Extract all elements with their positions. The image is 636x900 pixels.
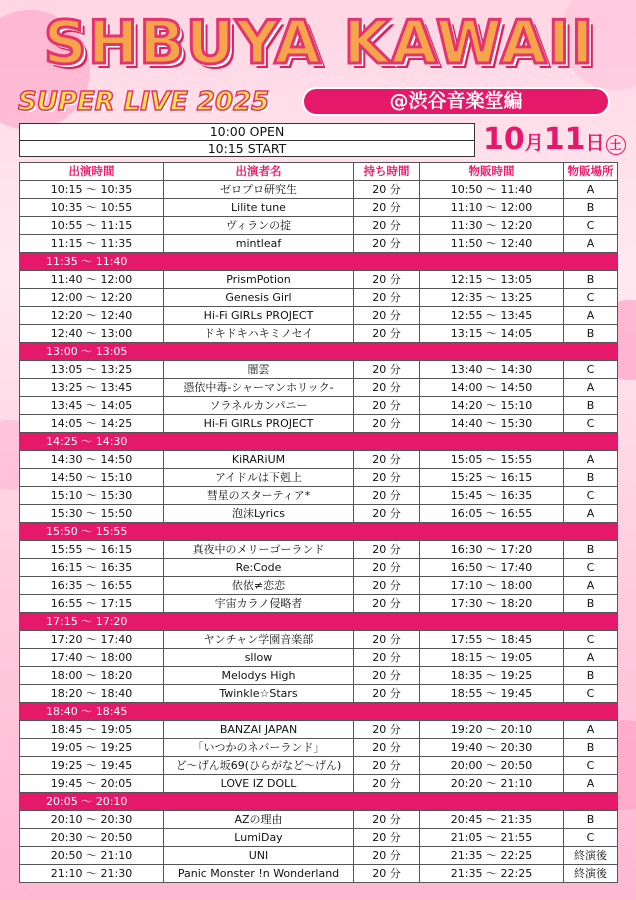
break-time: 14:25 ～ 14:30 <box>20 433 618 451</box>
table-row <box>20 415 618 433</box>
merch-time-cell: 11:10 ～ 12:00 <box>420 199 564 217</box>
performance-time-cell: 10:15 ～ 10:35 <box>20 181 164 199</box>
table-row <box>20 199 618 217</box>
table-row <box>20 595 618 613</box>
table-row <box>20 397 618 415</box>
merch-time-cell: 12:15 ～ 13:05 <box>420 271 564 289</box>
performer-name-cell: アイドルは下剋上 <box>164 469 354 487</box>
venue-badge: @渋谷音楽堂編 <box>302 87 610 116</box>
performer-name-cell: LOVE IZ DOLL <box>164 775 354 793</box>
merch-place-cell: A <box>564 775 618 793</box>
performance-time-cell: 20:10 ～ 20:30 <box>20 811 164 829</box>
merch-place-cell: B <box>564 595 618 613</box>
table-row <box>20 757 618 775</box>
performance-time-cell: 19:45 ～ 20:05 <box>20 775 164 793</box>
performance-time-cell: 20:50 ～ 21:10 <box>20 847 164 865</box>
performance-time-cell: 21:10 ～ 21:30 <box>20 865 164 883</box>
performance-time-cell: 19:05 ～ 19:25 <box>20 739 164 757</box>
merch-place-cell: B <box>564 271 618 289</box>
merch-time-cell: 10:50 ～ 11:40 <box>420 181 564 199</box>
merch-time-cell: 18:35 ～ 19:25 <box>420 667 564 685</box>
performance-time-cell: 20:30 ～ 20:50 <box>20 829 164 847</box>
performer-name-cell: 「いつかのネバーランド」 <box>164 739 354 757</box>
header-duration: 持ち時間 <box>354 163 420 181</box>
table-row <box>20 829 618 847</box>
performer-name-cell: Panic Monster !n Wonderland <box>164 865 354 883</box>
merch-time-cell: 20:20 ～ 21:10 <box>420 775 564 793</box>
performance-time-cell: 12:00 ～ 12:20 <box>20 289 164 307</box>
performance-time-cell: 18:00 ～ 18:20 <box>20 667 164 685</box>
merch-place-cell: A <box>564 451 618 469</box>
merch-time-cell: 14:20 ～ 15:10 <box>420 397 564 415</box>
merch-time-cell: 20:00 ～ 20:50 <box>420 757 564 775</box>
merch-place-cell: B <box>564 325 618 343</box>
merch-place-cell: A <box>564 307 618 325</box>
table-row <box>20 775 618 793</box>
performer-name-cell: ゼロプロ研究生 <box>164 181 354 199</box>
merch-time-cell: 21:35 ～ 22:25 <box>420 865 564 883</box>
performer-name-cell: ソラネルカンパニー <box>164 397 354 415</box>
merch-place-cell: A <box>564 181 618 199</box>
merch-place-cell: B <box>564 667 618 685</box>
table-row <box>20 721 618 739</box>
merch-place-cell: B <box>564 469 618 487</box>
merch-time-cell: 16:05 ～ 16:55 <box>420 505 564 523</box>
header <box>0 0 636 122</box>
merch-time-cell: 15:25 ～ 16:15 <box>420 469 564 487</box>
table-row <box>20 847 618 865</box>
table-row <box>20 271 618 289</box>
timetable-body <box>20 181 618 883</box>
performance-time-cell: 13:05 ～ 13:25 <box>20 361 164 379</box>
date-month: 10 <box>483 122 525 157</box>
date-day: 11 <box>543 122 586 157</box>
merch-time-cell: 14:40 ～ 15:30 <box>420 415 564 433</box>
table-row <box>20 487 618 505</box>
performance-time-cell: 18:20 ～ 18:40 <box>20 685 164 703</box>
merch-time-cell: 19:40 ～ 20:30 <box>420 739 564 757</box>
merch-time-cell: 21:35 ～ 22:25 <box>420 847 564 865</box>
merch-place-cell: C <box>564 559 618 577</box>
open-time: 10:00 OPEN <box>20 124 474 141</box>
merch-time-cell: 12:35 ～ 13:25 <box>420 289 564 307</box>
duration-cell: 20 分 <box>354 379 420 397</box>
merch-time-cell: 12:55 ～ 13:45 <box>420 307 564 325</box>
merch-time-cell: 13:15 ～ 14:05 <box>420 325 564 343</box>
merch-time-cell: 17:55 ～ 18:45 <box>420 631 564 649</box>
merch-place-cell: C <box>564 487 618 505</box>
table-row <box>20 541 618 559</box>
performer-name-cell: sllow <box>164 649 354 667</box>
merch-time-cell: 17:30 ～ 18:20 <box>420 595 564 613</box>
duration-cell: 20 分 <box>354 451 420 469</box>
break-row <box>20 613 618 631</box>
performer-name-cell: Re:Code <box>164 559 354 577</box>
start-time: 10:15 START <box>207 141 287 156</box>
performance-time-cell: 18:45 ～ 19:05 <box>20 721 164 739</box>
performance-time-cell: 12:20 ～ 12:40 <box>20 307 164 325</box>
duration-cell: 20 分 <box>354 631 420 649</box>
table-row <box>20 289 618 307</box>
performer-name-cell: LumiDay <box>164 829 354 847</box>
duration-cell: 20 分 <box>354 847 420 865</box>
merch-time-cell: 17:10 ～ 18:00 <box>420 577 564 595</box>
merch-time-cell: 11:50 ～ 12:40 <box>420 235 564 253</box>
duration-cell: 20 分 <box>354 361 420 379</box>
merch-place-cell: A <box>564 721 618 739</box>
performer-name-cell: UNI <box>164 847 354 865</box>
break-row <box>20 343 618 361</box>
merch-time-cell: 16:50 ～ 17:40 <box>420 559 564 577</box>
header-merch-time: 物販時間 <box>420 163 564 181</box>
table-row <box>20 559 618 577</box>
table-row <box>20 505 618 523</box>
table-row <box>20 577 618 595</box>
performer-name-cell: PrismPotion <box>164 271 354 289</box>
merch-place-cell: C <box>564 289 618 307</box>
duration-cell: 20 分 <box>354 505 420 523</box>
table-row <box>20 379 618 397</box>
table-row <box>20 631 618 649</box>
performer-name-cell: ヤンチャン学園音楽部 <box>164 631 354 649</box>
performer-name-cell: mintleaf <box>164 235 354 253</box>
performer-name-cell: ヴィランの掟 <box>164 217 354 235</box>
table-row <box>20 217 618 235</box>
table-row <box>20 181 618 199</box>
performer-name-cell: 真夜中のメリーゴーランド <box>164 541 354 559</box>
break-row <box>20 523 618 541</box>
break-time: 18:40 ～ 18:45 <box>20 703 618 721</box>
performance-time-cell: 16:55 ～ 17:15 <box>20 595 164 613</box>
performer-name-cell: BANZAI JAPAN <box>164 721 354 739</box>
merch-place-cell: A <box>564 649 618 667</box>
break-time: 13:00 ～ 13:05 <box>20 343 618 361</box>
duration-cell: 20 分 <box>354 667 420 685</box>
performance-time-cell: 11:40 ～ 12:00 <box>20 271 164 289</box>
merch-place-cell: B <box>564 541 618 559</box>
break-row <box>20 433 618 451</box>
duration-cell: 20 分 <box>354 181 420 199</box>
timetable-header-row <box>20 163 618 181</box>
performer-name-cell: 憑依中毒-シャーマンホリック- <box>164 379 354 397</box>
break-row <box>20 793 618 811</box>
merch-place-cell: C <box>564 631 618 649</box>
merch-place-cell: C <box>564 415 618 433</box>
performer-name-cell: ど～げん坂69(ひらがなど～げん) <box>164 757 354 775</box>
duration-cell: 20 分 <box>354 739 420 757</box>
performer-name-cell: Melodys High <box>164 667 354 685</box>
table-row <box>20 865 618 883</box>
performance-time-cell: 13:45 ～ 14:05 <box>20 397 164 415</box>
performance-time-cell: 14:30 ～ 14:50 <box>20 451 164 469</box>
performance-time-cell: 15:30 ～ 15:50 <box>20 505 164 523</box>
performance-time-cell: 15:10 ～ 15:30 <box>20 487 164 505</box>
event-title: SHBUYA KAWAII <box>43 8 595 78</box>
duration-cell: 20 分 <box>354 685 420 703</box>
merch-place-cell: A <box>564 235 618 253</box>
merch-place-cell: B <box>564 811 618 829</box>
duration-cell: 20 分 <box>354 289 420 307</box>
table-row <box>20 811 618 829</box>
table-row <box>20 361 618 379</box>
header-merch-place: 物販場所 <box>564 163 618 181</box>
duration-cell: 20 分 <box>354 865 420 883</box>
performance-time-cell: 16:15 ～ 16:35 <box>20 559 164 577</box>
merch-time-cell: 11:30 ～ 12:20 <box>420 217 564 235</box>
duration-cell: 20 分 <box>354 487 420 505</box>
break-time: 11:35 ～ 11:40 <box>20 253 618 271</box>
performer-name-cell: 彗星のスターティア* <box>164 487 354 505</box>
merch-place-cell: C <box>564 757 618 775</box>
event-date <box>483 120 623 160</box>
duration-cell: 20 分 <box>354 811 420 829</box>
merch-time-cell: 19:20 ～ 20:10 <box>420 721 564 739</box>
duration-cell: 20 分 <box>354 829 420 847</box>
performance-time-cell: 10:55 ～ 11:15 <box>20 217 164 235</box>
merch-time-cell: 21:05 ～ 21:55 <box>420 829 564 847</box>
performance-time-cell: 11:15 ～ 11:35 <box>20 235 164 253</box>
performance-time-cell: 13:25 ～ 13:45 <box>20 379 164 397</box>
performance-time-cell: 15:55 ～ 16:15 <box>20 541 164 559</box>
performer-name-cell: 泡沫Lyrics <box>164 505 354 523</box>
merch-time-cell: 15:45 ～ 16:35 <box>420 487 564 505</box>
performance-time-cell: 16:35 ～ 16:55 <box>20 577 164 595</box>
break-time: 17:15 ～ 17:20 <box>20 613 618 631</box>
break-row <box>20 703 618 721</box>
performer-name-cell: Hi-Fi GIRLs PROJECT <box>164 415 354 433</box>
merch-place-cell: A <box>564 505 618 523</box>
header-performance-time: 出演時間 <box>20 163 164 181</box>
break-time: 15:50 ～ 15:55 <box>20 523 618 541</box>
merch-place-cell: C <box>564 829 618 847</box>
performance-time-cell: 12:40 ～ 13:00 <box>20 325 164 343</box>
performance-time-cell: 14:50 ～ 15:10 <box>20 469 164 487</box>
merch-place-cell: C <box>564 217 618 235</box>
performer-name-cell: ドキドキハキミノセイ <box>164 325 354 343</box>
duration-cell: 20 分 <box>354 415 420 433</box>
merch-time-cell: 13:40 ～ 14:30 <box>420 361 564 379</box>
duration-cell: 20 分 <box>354 775 420 793</box>
table-row <box>20 451 618 469</box>
performer-name-cell: Twinkle☆Stars <box>164 685 354 703</box>
performance-time-cell: 17:20 ～ 17:40 <box>20 631 164 649</box>
merch-time-cell: 18:15 ～ 19:05 <box>420 649 564 667</box>
open-start-box <box>19 123 475 157</box>
duration-cell: 20 分 <box>354 577 420 595</box>
merch-place-cell: C <box>564 361 618 379</box>
performer-name-cell: KiRARiUM <box>164 451 354 469</box>
merch-time-cell: 14:00 ～ 14:50 <box>420 379 564 397</box>
duration-cell: 20 分 <box>354 757 420 775</box>
duration-cell: 20 分 <box>354 325 420 343</box>
duration-cell: 20 分 <box>354 217 420 235</box>
performance-time-cell: 10:35 ～ 10:55 <box>20 199 164 217</box>
performer-name-cell: 宇宙カラノ侵略者 <box>164 595 354 613</box>
table-row <box>20 325 618 343</box>
duration-cell: 20 分 <box>354 559 420 577</box>
performance-time-cell: 17:40 ～ 18:00 <box>20 649 164 667</box>
merch-place-cell: 終演後 <box>564 865 618 883</box>
table-row <box>20 469 618 487</box>
performer-name-cell: 闇雲 <box>164 361 354 379</box>
merch-place-cell: 終演後 <box>564 847 618 865</box>
date-month-unit: 月 <box>524 132 544 154</box>
duration-cell: 20 分 <box>354 307 420 325</box>
performer-name-cell: Genesis Girl <box>164 289 354 307</box>
duration-cell: 20 分 <box>354 649 420 667</box>
table-row <box>20 235 618 253</box>
duration-cell: 20 分 <box>354 721 420 739</box>
header-performer: 出演者名 <box>164 163 354 181</box>
merch-place-cell: B <box>564 397 618 415</box>
merch-time-cell: 16:30 ～ 17:20 <box>420 541 564 559</box>
merch-place-cell: A <box>564 577 618 595</box>
table-row <box>20 739 618 757</box>
duration-cell: 20 分 <box>354 469 420 487</box>
event-subtitle: SUPER LIVE 2025 <box>18 87 270 117</box>
table-row <box>20 649 618 667</box>
merch-place-cell: B <box>564 739 618 757</box>
duration-cell: 20 分 <box>354 199 420 217</box>
duration-cell: 20 分 <box>354 541 420 559</box>
performer-name-cell: Lilite tune <box>164 199 354 217</box>
date-day-unit: 日 <box>585 132 605 154</box>
merch-time-cell: 20:45 ～ 21:35 <box>420 811 564 829</box>
performer-name-cell: Hi-Fi GIRLs PROJECT <box>164 307 354 325</box>
merch-time-cell: 18:55 ～ 19:45 <box>420 685 564 703</box>
table-row <box>20 685 618 703</box>
duration-cell: 20 分 <box>354 595 420 613</box>
duration-cell: 20 分 <box>354 271 420 289</box>
performance-time-cell: 19:25 ～ 19:45 <box>20 757 164 775</box>
timetable <box>19 162 618 883</box>
duration-cell: 20 分 <box>354 397 420 415</box>
duration-cell: 20 分 <box>354 235 420 253</box>
merch-place-cell: B <box>564 199 618 217</box>
performer-name-cell: 依依≠恋恋 <box>164 577 354 595</box>
break-time: 20:05 ～ 20:10 <box>20 793 618 811</box>
date-weekday: 土 <box>606 135 626 155</box>
merch-place-cell: A <box>564 379 618 397</box>
table-row <box>20 307 618 325</box>
performance-time-cell: 14:05 ～ 14:25 <box>20 415 164 433</box>
table-row <box>20 667 618 685</box>
merch-place-cell: C <box>564 685 618 703</box>
break-row <box>20 253 618 271</box>
performer-name-cell: AZの理由 <box>164 811 354 829</box>
merch-time-cell: 15:05 ～ 15:55 <box>420 451 564 469</box>
